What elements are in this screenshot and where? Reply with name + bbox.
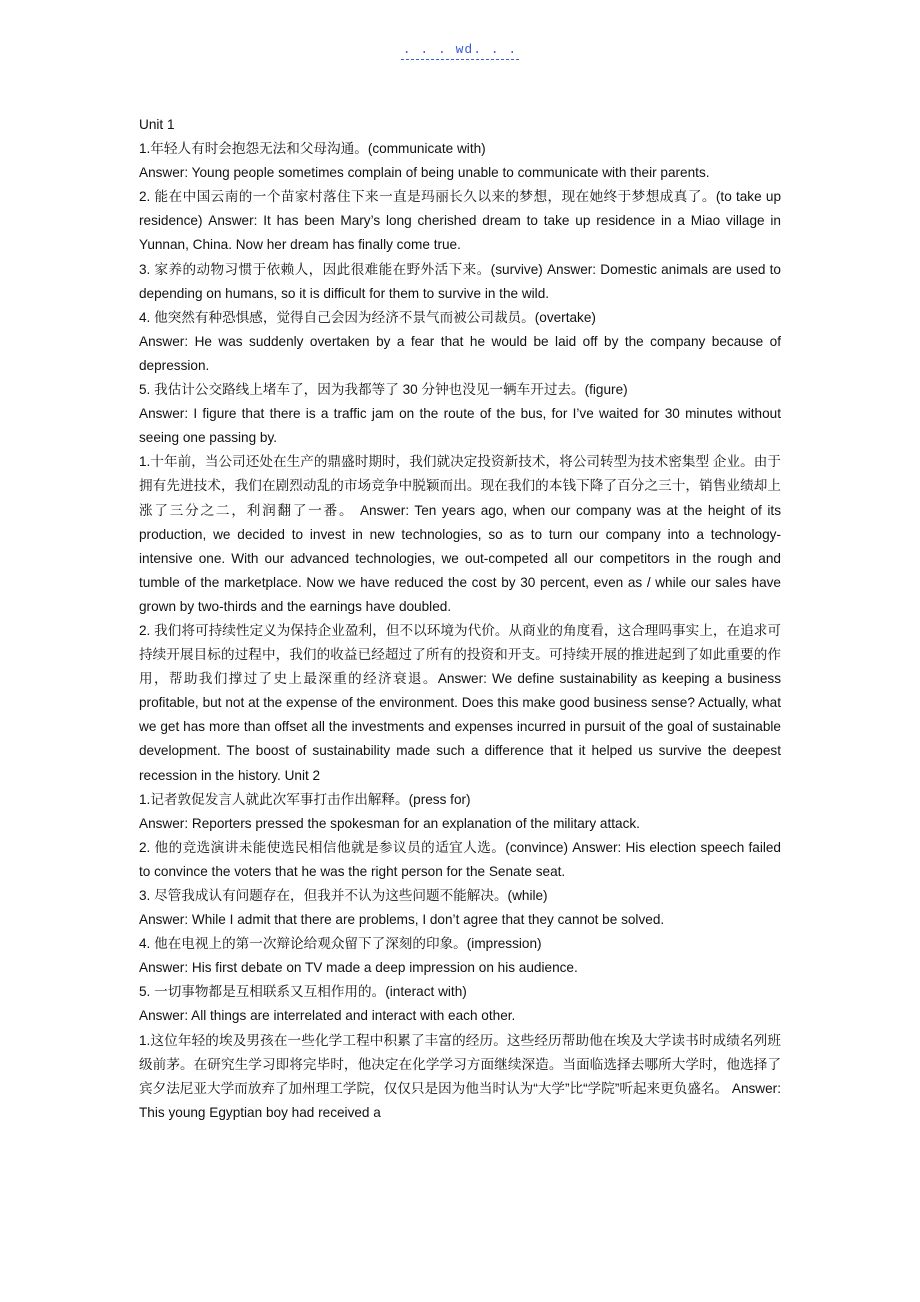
answer-text: Answer: Young people sometimes complain of being unable to communicate with their parents. bbox=[139, 165, 710, 181]
answer-text: Answer: All things are interrelated and interact with each other. bbox=[139, 1008, 516, 1024]
header-watermark-text: . . . wd. . . bbox=[401, 42, 519, 60]
answer-text: Answer: His first debate on TV made a deep impression on his audience. bbox=[139, 960, 578, 976]
question-answer-paragraph: 2. 他的竞选演讲未能使选民相信他就是参议员的适宜人选。(convince) Answer: His election speech failed to convince the voters that he was the right person for the Senate seat. bbox=[139, 839, 781, 879]
answer-text: Answer: I figure that there is a traffic jam on the route of the bus, for I’ve waited for 30 minutes without seeing one passing by. bbox=[139, 406, 781, 446]
document-body bbox=[139, 113, 781, 1125]
question-text: 4. 他在电视上的第一次辩论给观众留下了深刻的印象。(impression) bbox=[139, 936, 542, 952]
question-answer-paragraph: 3. 家养的动物习惯于依赖人，因此很难能在野外活下来。(survive) Answer: Domestic animals are used to depending on humans, so it is difficult for them to survive in the wild. bbox=[139, 261, 781, 301]
question-answer-paragraph: 2. 能在中国云南的一个苗家村落住下来一直是玛丽长久以来的梦想，现在她终于梦想成真了。(to take up residence) Answer: It has been Mary’s long cherished dream to take up residence in a Miao village in Yunnan, China. Now her dream has finally come true. bbox=[139, 189, 781, 253]
question-text: 5. 一切事物都是互相联系又互相作用的。(interact with) bbox=[139, 984, 467, 1000]
question-text: 4. 他突然有种恐惧感，觉得自己会因为经济不景气而被公司裁员。(overtake) bbox=[139, 309, 596, 325]
question-text: 5. 我估计公交路线上堵车了，因为我都等了 30 分钟也没见一辆车开过去。(figure) bbox=[139, 382, 628, 398]
answer-text: Answer: Reporters pressed the spokesman for an explanation of the military attack. bbox=[139, 815, 640, 831]
translation-paragraph: 1.十年前，当公司还处在生产的鼎盛时期时，我们就决定投资新技术，将公司转型为技术密集型 企业。由于拥有先进技术，我们在剧烈动乱的市场竞争中脱颖而出。现在我们的本钱下降了百分之三十，销售业绩却上涨了三分之二，利润翻了一番。 Answer: Ten years ago, when our company was at the height of its production, we decided to invest in new technologies, so as to turn our company into a technology-intensive one. With our advanced technologies, we out-competed all our competitors in the rough and tumble of the marketplace. Now we have reduced the cost by 30 percent, even as / while our sales have grown by two-thirds and the earnings have doubled. bbox=[139, 454, 781, 614]
answer-text: Answer: While I admit that there are problems, I don’t agree that they cannot be solved. bbox=[139, 912, 665, 928]
unit-heading: Unit 1 bbox=[139, 117, 175, 132]
translation-paragraph: 1.这位年轻的埃及男孩在一些化学工程中积累了丰富的经历。这些经历帮助他在埃及大学读书时成绩名列班级前茅。在研究生学习即将完毕时，他决定在化学学习方面继续深造。当面临选择去哪所大学时，他选择了宾夕法尼亚大学而放弃了加州理工学院，仅仅只是因为他当时认为“大学”比“学院”听起来更负盛名。 Answer: This young Egyptian boy had received a bbox=[139, 1032, 781, 1120]
header-watermark bbox=[0, 42, 920, 60]
question-text: 1.记者敦促发言人就此次军事打击作出解释。(press for) bbox=[139, 791, 471, 807]
question-text: 1.年轻人有时会抱怨无法和父母沟通。(communicate with) bbox=[139, 141, 486, 157]
question-text: 3. 尽管我成认有问题存在，但我并不认为这些问题不能解决。(while) bbox=[139, 888, 548, 903]
translation-paragraph: 2. 我们将可持续性定义为保持企业盈利，但不以环境为代价。从商业的角度看，这合理吗事实上，在追求可持续开展目标的过程中，我们的收益已经超过了所有的投资和开支。可持续开展的推进起到了如此重要的作用，帮助我们撑过了史上最深重的经济衰退。Answer: We define sustainability as keeping a business profitable, but not at the expense of the environment. Does this make good business sense? Actually, what we get has more than offset all the investments and expenses incurred in pursuit of the goal of sustainable development. The boost of sustainability made such a difference that it helped us survive the deepest recession in the history. Unit 2 bbox=[139, 622, 781, 783]
answer-text: Answer: He was suddenly overtaken by a fear that he would be laid off by the company because of depression. bbox=[139, 333, 781, 373]
